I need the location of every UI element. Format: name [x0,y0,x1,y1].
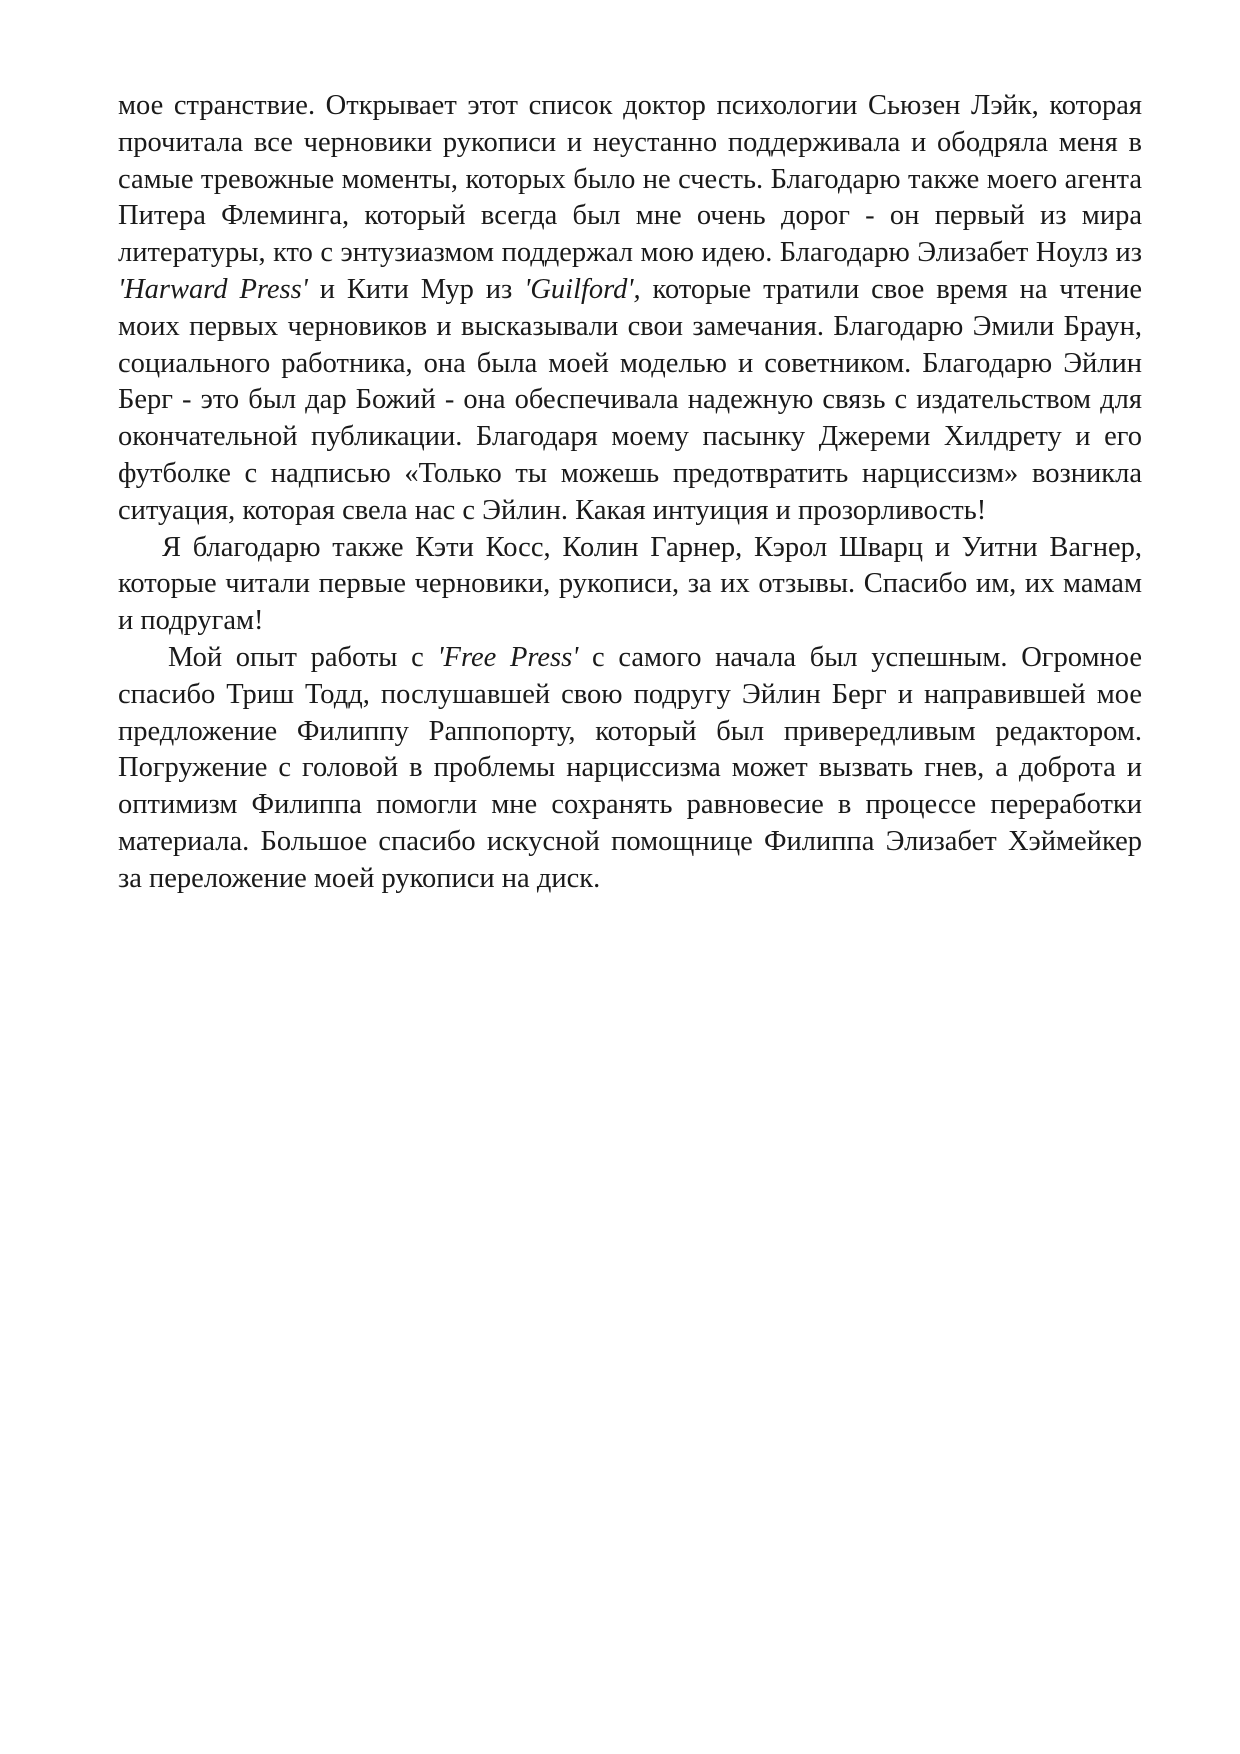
publisher-name-harward-press: 'Harward Press' [118,273,308,305]
text-segment: с самого начала был успешным. Огромное спасибо Триш Тодд, послушавшей свою подругу Эйлин Берг и направившей мое предложение Филиппу Раппопорту, который был привередливым редактором. Погружение с головой в проблемы нарциссизма может вызвать гнев, а доброта и оптимизм Филиппа помогли мне сохранять равновесие в процессе переработки материала. Большое спасибо искусной помощнице Филиппа Элизабет Хэймейкер за переложение моей рукописи на диск. [118,641,1142,894]
body-text [118,88,1142,898]
publisher-name-free-press: 'Free Press' [437,641,579,673]
text-segment: Мой опыт работы с [168,641,438,673]
paragraph-acknowledgements-2 [118,530,1142,640]
text-segment: мое странствие. Открывает этот список доктор психологии Сьюзен Лэйк, которая прочитала все черновики рукописи и неустанно поддерживала и ободряла меня в самые тревожные моменты, которых было не счесть. Благодарю также моего агента Питера Флеминга, который всегда был мне очень дорог - он первый из мира литературы, кто с энтузиазмом поддержал мою идею. Благодарю Элизабет Ноулз из [118,90,1142,269]
paragraph-acknowledgements-1 [118,88,1142,530]
text-segment: которые тратили свое время на чтение моих первых черновиков и высказывали свои замечания. Благодарю Эмили Браун, социального работника, она была моей моделью и советником. Благодарю Эйлин Берг - это был дар Божий - она обеспечивала надежную связь с издательством для окончательной публикации. Благодаря моему пасынку Джереми Хилдрету и его футболке с надписью «Только ты можешь предотвратить нарциссизм» возникла ситуация, которая свела нас с Эйлин. Какая интуиция и прозорливость! [118,273,1143,526]
text-segment: Я благодарю также Кэти Косс, Колин Гарнер, Кэрол Шварц и Уитни Вагнер, которые читали первые черновики, рукописи, за их отзывы. Спасибо им, их мамам и подругам! [118,531,1142,637]
publisher-name-guilford: 'Guilford', [524,273,641,305]
paragraph-acknowledgements-3 [118,640,1142,898]
text-segment: и Кити Мур из [307,273,525,305]
